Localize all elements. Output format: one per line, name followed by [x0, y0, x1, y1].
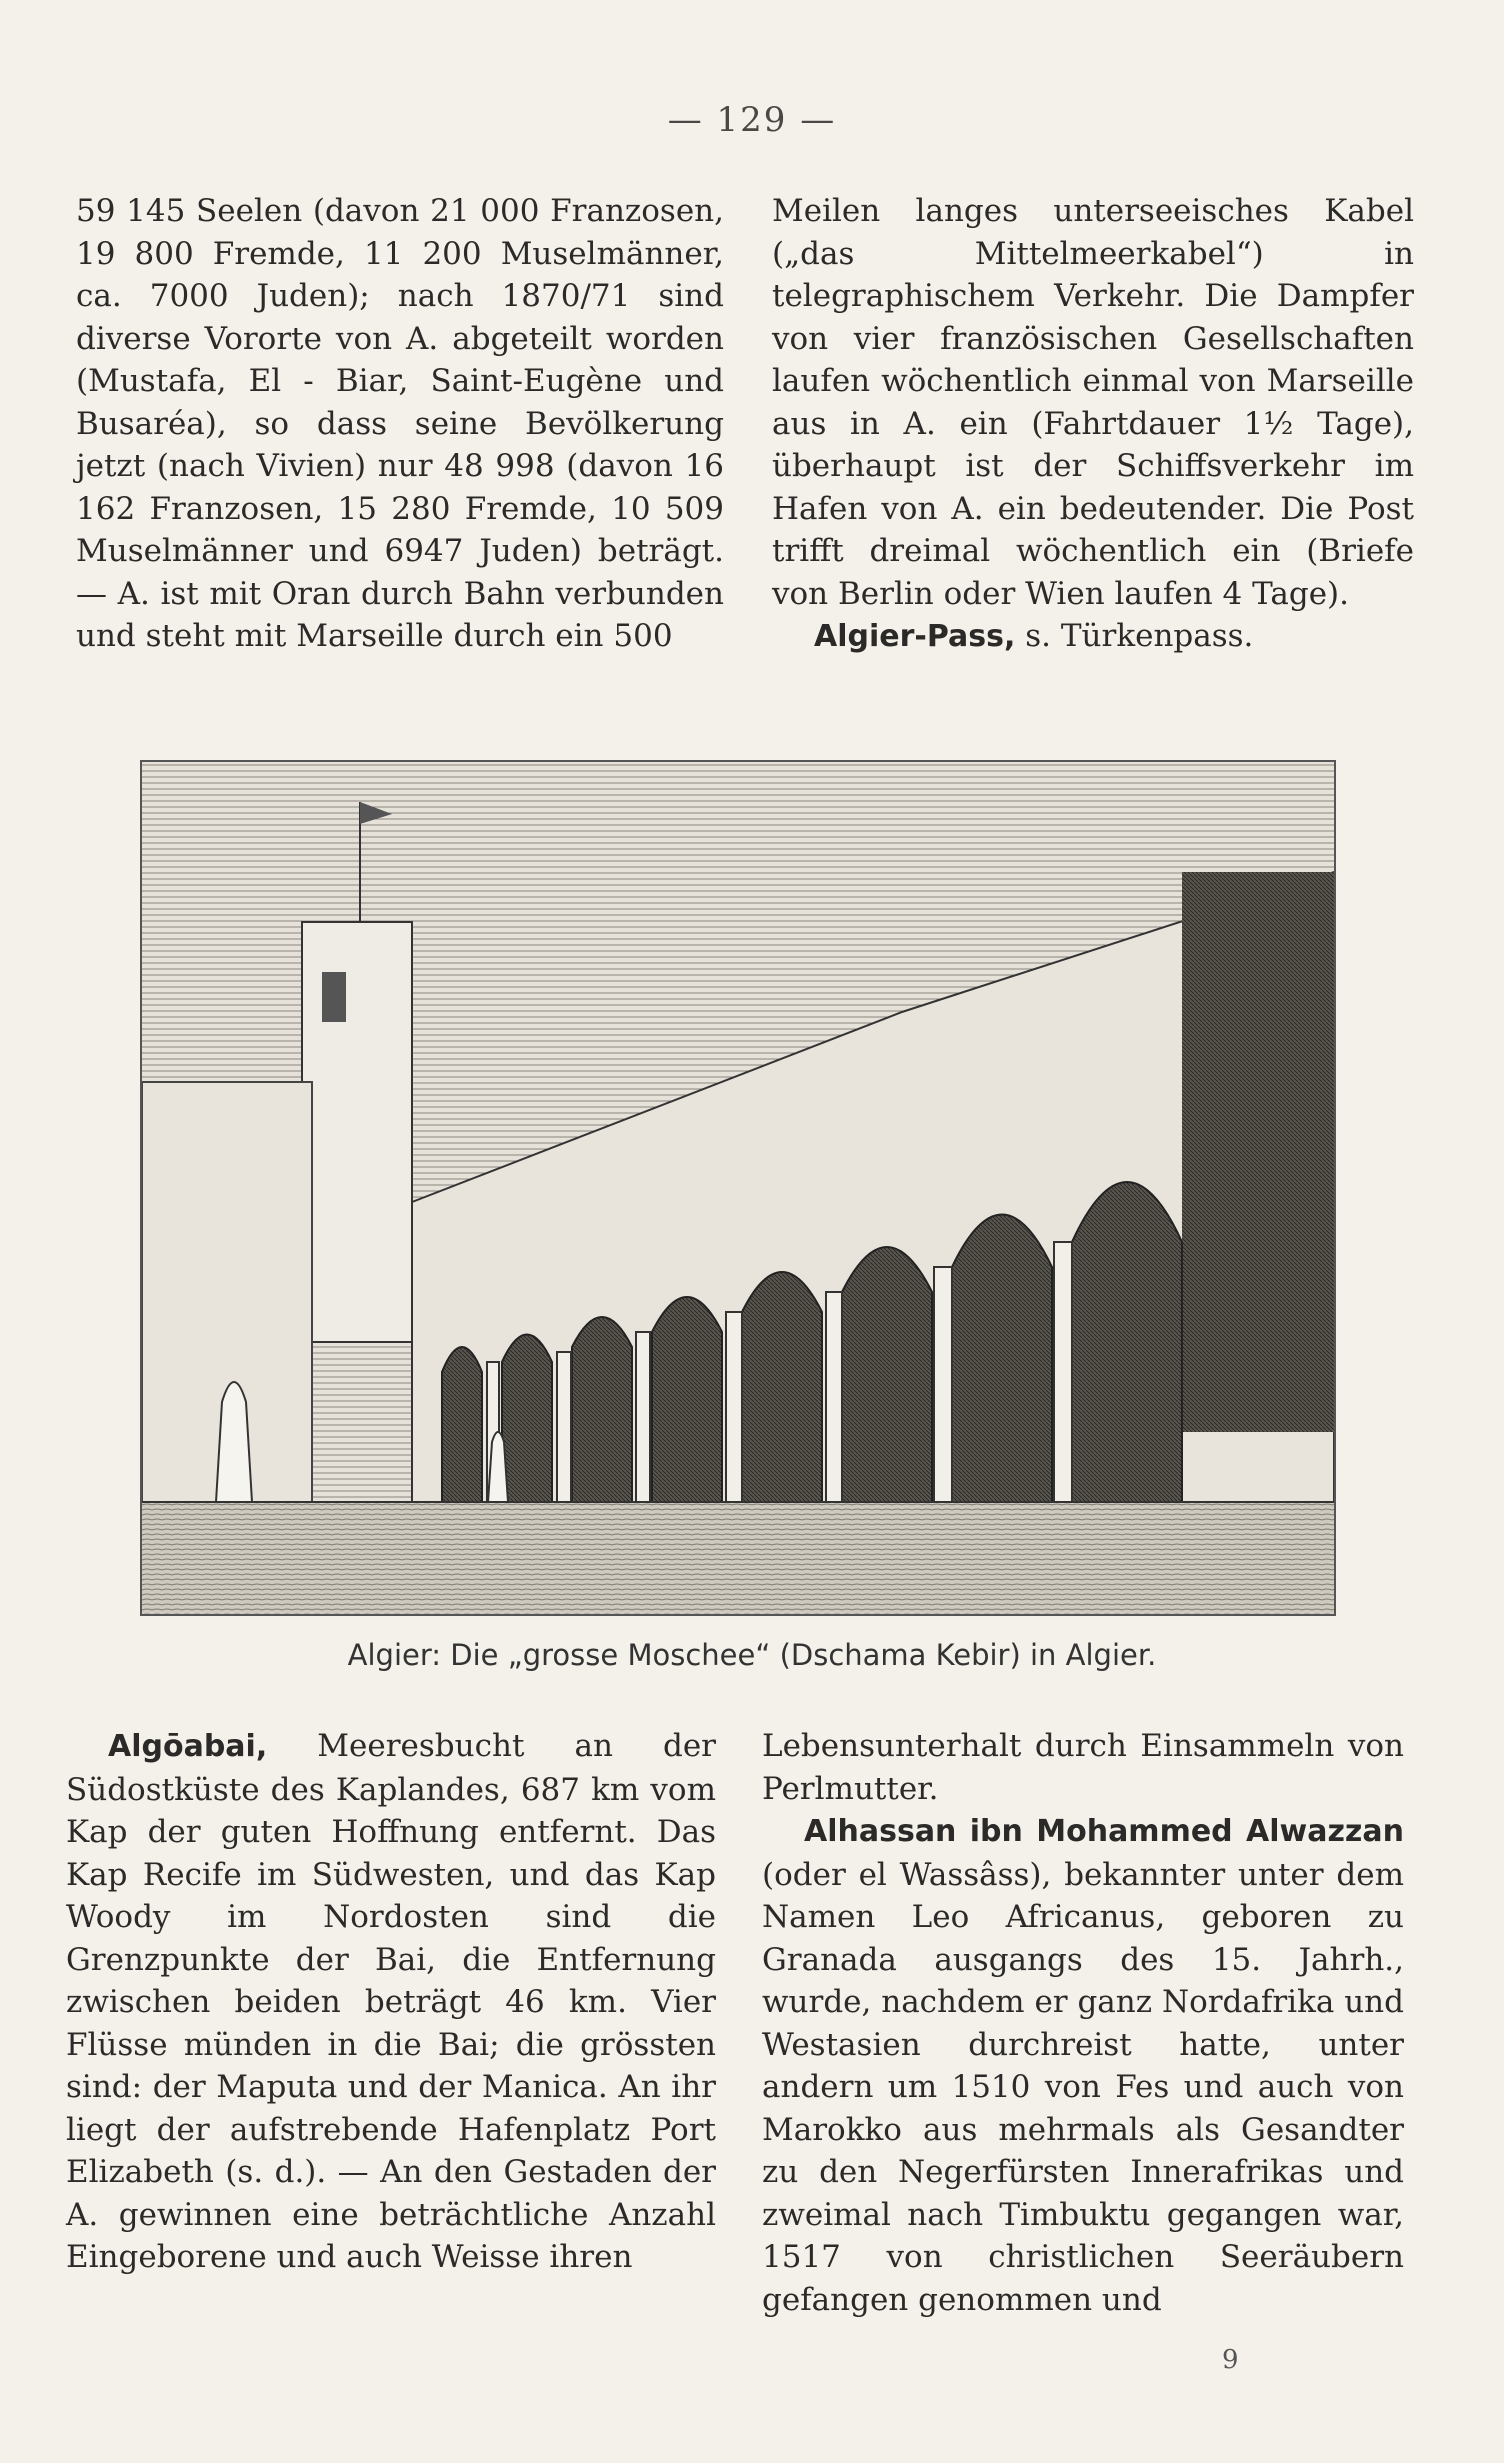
- page-number: — 129 —: [667, 100, 837, 140]
- mosque-engraving-drawing: [142, 762, 1334, 1614]
- paragraph-algier-traffic: Meilen langes unterseeisches Kabel („das Mittelmeerkabel“) in telegraphischem Verkehr. Die Dampfer von vier französischen Gesellschaften laufen wöchentlich einmal von Marseille aus in A. ein (Fahrtdauer 1½ Tage), überhaupt ist der Schiffsverkehr im Hafen von A. ein bedeutender. Die Post trifft dreimal wöchentlich ein (Briefe von Berlin oder Wien laufen 4 Tage).: [772, 193, 1414, 612]
- entry-text-algier-pass: s. Türkenpass.: [1015, 618, 1254, 654]
- entry-term-algoabai: Algōabai,: [108, 1729, 268, 1764]
- column-top-left: [76, 190, 724, 658]
- paragraph-algier-population: 59 145 Seelen (davon 21 000 Franzosen, 19 800 Fremde, 11 200 Muselmänner, ca. 7000 Juden); nach 1870/71 sind diverse Vororte von A. abgeteilt worden (Mustafa, El - Biar, Saint-Eugène und Busaréa), so dass seine Bevölkerung jetzt (nach Vivien) nur 48 998 (davon 16 162 Franzosen, 15 280 Fremde, 10 509 Muselmänner und 6947 Juden) beträgt. — A. ist mit Oran durch Bahn verbunden und steht mit Marseille durch ein 500: [76, 193, 724, 654]
- paragraph-algoabai-continued: Lebensunterhalt durch Einsammeln von Perlmutter.: [762, 1728, 1404, 1807]
- mosque-engraving: [140, 760, 1336, 1616]
- entry-term-alhassan: Alhassan ibn Mohammed Alwazzan: [804, 1814, 1404, 1849]
- figure-caption: Algier: Die „grosse Moschee“ (Dschama Kebir) in Algier.: [347, 1638, 1157, 1672]
- column-bottom-left: [66, 1725, 716, 2279]
- minaret: [302, 922, 412, 1342]
- column-top-right: [772, 190, 1414, 659]
- entry-text-algoabai: Meeresbucht an der Südostküste des Kaplandes, 687 km vom Kap der guten Hoffnung entfernt. Das Kap Recife im Südwesten, und das Kap Woody im Nordosten sind die Grenzpunkte der Bai, die Entfernung zwischen beiden beträgt 46 km. Vier Flüsse münden in die Bai; die grössten sind: der Maputa und der Manica. An ihr liegt der aufstrebende Hafenplatz Port Elizabeth (s. d.). — An den Gestaden der A. gewinnen eine beträchtliche Anzahl Eingeborene und auch Weisse ihren: [66, 1728, 716, 2275]
- entry-algoabai: [66, 1725, 716, 2279]
- entry-term-algier-pass: Algier-Pass,: [814, 619, 1016, 654]
- arcade-end: [1182, 872, 1334, 1432]
- printer-signature: 9: [1222, 2345, 1239, 2375]
- entry-alhassan: [762, 1810, 1404, 2321]
- column-bottom-right: [762, 1725, 1404, 2321]
- entry-text-alhassan: (oder el Wassâss), bekannter unter dem Namen Leo Africanus, geboren zu Granada ausgangs des 15. Jahrh., wurde, nachdem er ganz Nordafrika und Westasien durchreist hatte, unter andern um 1510 von Fes und auch von Marokko aus mehrmals als Gesandter zu den Negerfürsten Innerafrikas und zweimal nach Timbuktu gegangen war, 1517 von christlichen Seeräubern gefangen genommen und: [762, 1856, 1404, 2318]
- entry-algier-pass: [772, 615, 1414, 659]
- courtyard-ground: [142, 1502, 1334, 1614]
